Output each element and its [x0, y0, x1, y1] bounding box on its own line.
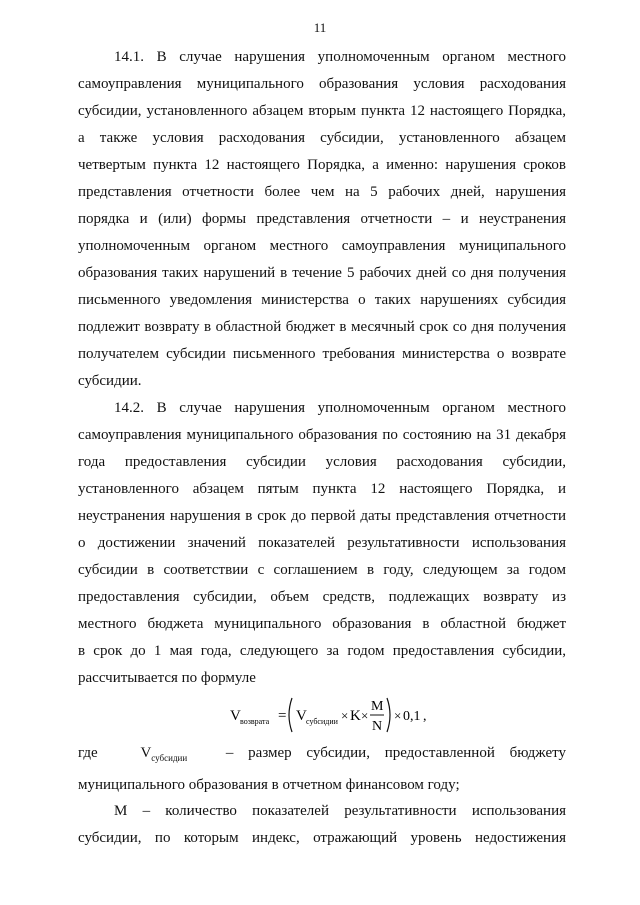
where-rest: – размер субсидии, предоставленной бюджету	[225, 745, 566, 761]
text-line: 14.2. В случае нарушения уполномоченным органом местного	[114, 400, 566, 416]
text-line: 14.1. В случае нарушения уполномоченным органом местного	[114, 49, 566, 65]
text-line: М – количество показателей результативности использования	[114, 803, 566, 819]
where-v-symbol	[140, 745, 187, 761]
formula-svg	[230, 690, 430, 740]
formula-m: M	[371, 699, 384, 714]
right-paren	[387, 698, 390, 732]
text-line: самоуправления муниципального образования по состоянию на 31 декабря	[78, 427, 566, 443]
text-line: рассчитывается по формуле	[78, 670, 256, 686]
text-line: представления отчетности более чем на 5 рабочих дней, нарушения	[78, 184, 566, 200]
text-line: субсидии в соответствии с соглашением в году, следующем за годом	[78, 562, 566, 578]
formula-coef: 0,1	[403, 709, 421, 724]
text-line: субсидии, установленного абзацем вторым пункта 12 настоящего Порядка,	[78, 103, 566, 119]
page-number: 11	[313, 20, 327, 35]
text-line: четвертым пункта 12 настоящего Порядка, а именно: нарушения сроков	[78, 157, 566, 173]
text-line: в срок до 1 мая года, следующего за годом предоставления субсидии,	[78, 643, 566, 659]
text-line: предоставления субсидии, объем средств, подлежащих возврату из	[78, 589, 566, 605]
where-line-1	[78, 740, 566, 772]
paragraph-m	[78, 798, 566, 852]
text-line: неустранения нарушения в срок до первой даты представления отчетности	[78, 508, 566, 524]
formula-eq: =	[278, 708, 287, 724]
formula-v: V	[230, 708, 241, 724]
text-line: самоуправления муниципального образования условия расходования	[78, 76, 566, 92]
text-line: местного бюджета муниципального образования в областной бюджет	[78, 616, 566, 632]
paragraph-where	[78, 740, 566, 799]
text-line: уполномоченным органом местного самоуправления муниципального	[78, 238, 566, 254]
text-line: года предоставления субсидии условия расходования субсидии,	[78, 454, 566, 470]
formula-times-2: ×	[361, 708, 369, 723]
formula-n: N	[372, 719, 383, 734]
text-line: установленного абзацем пятым пункта 12 настоящего Порядка, и	[78, 481, 566, 497]
where-prefix: где	[78, 745, 98, 761]
formula-sub-subsidy: субсидии	[306, 717, 338, 726]
text-line: субсидии.	[78, 373, 142, 389]
formula-times-3: ×	[394, 708, 402, 723]
where-sub: субсидии	[151, 753, 188, 763]
left-paren	[289, 698, 292, 732]
paragraph-14-1	[78, 44, 566, 395]
text-line: порядка и (или) формы представления отчетности – и неустранения	[78, 211, 566, 227]
formula-v2: V	[296, 708, 307, 724]
text-line: а также условия расходования субсидии, установленного абзацем	[78, 130, 566, 146]
formula-k: K	[350, 708, 361, 724]
text-line: о достижении значений показателей результативности использования	[78, 535, 566, 551]
text-line: образования таких нарушений в течение 5 рабочих дней со дня получения	[78, 265, 566, 281]
text-line: письменного уведомления министерства о таких нарушениях субсидия	[78, 292, 566, 308]
text-line: подлежит возврату в областной бюджет в месячный срок со дня получения	[78, 319, 566, 335]
where-v: V	[140, 745, 152, 761]
paragraph-14-2	[78, 395, 566, 692]
text-line: получателем субсидии письменного требования министерства о возврате	[78, 346, 566, 362]
formula-sub-return: возврата	[240, 717, 270, 726]
text-line: субсидии, по которым индекс, отражающий уровень недостижения	[78, 830, 566, 846]
formula-times-1: ×	[341, 708, 349, 723]
text-line: муниципального образования в отчетном финансовом году;	[78, 777, 460, 793]
formula-tail: ,	[423, 709, 427, 724]
